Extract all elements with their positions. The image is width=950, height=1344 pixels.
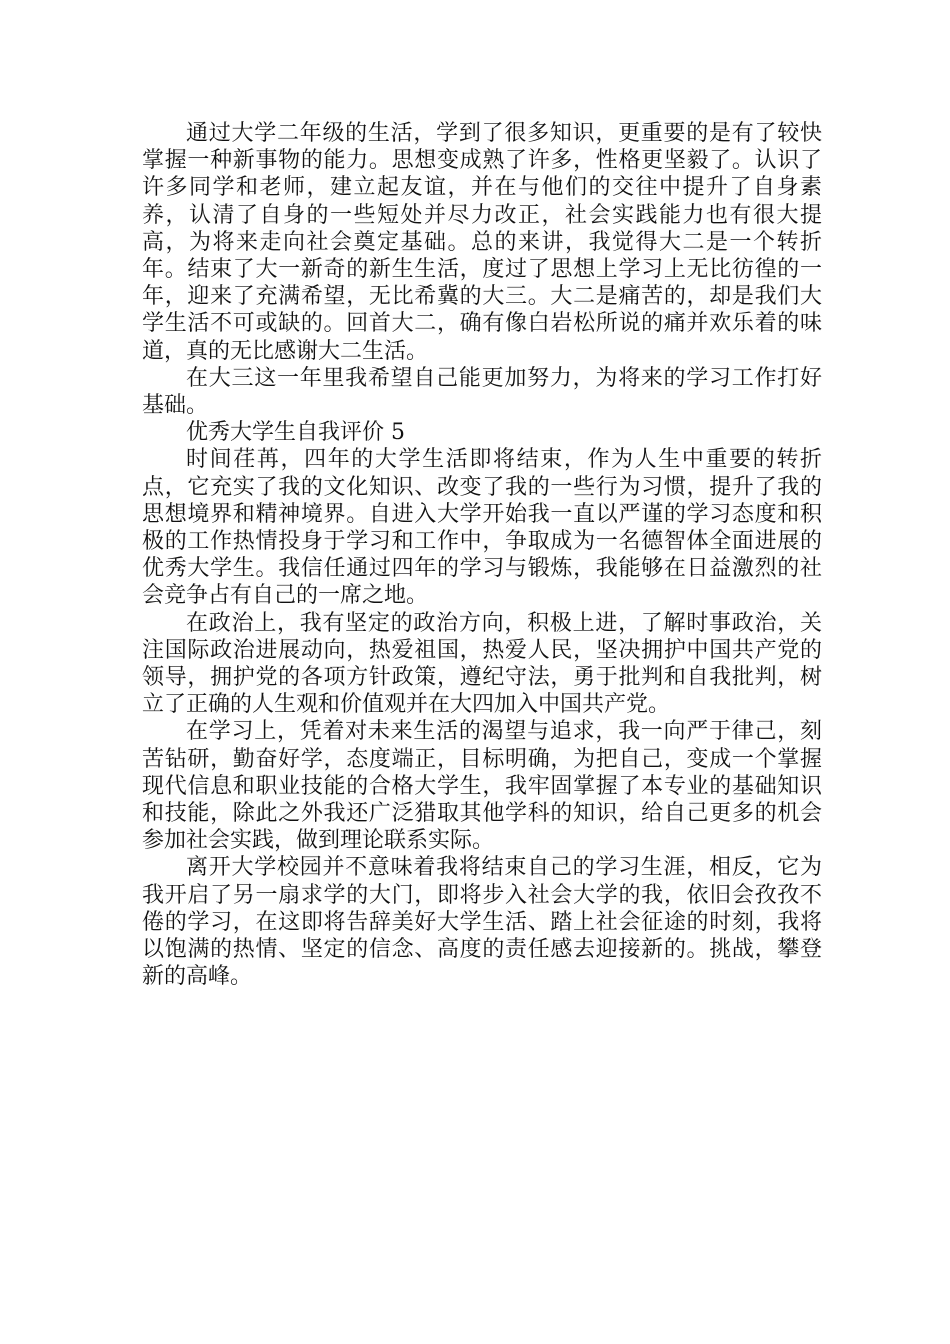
paragraph-junior-hope: 在大三这一年里我希望自己能更加努力，为将来的学习工作打好基础。 (142, 365, 822, 419)
paragraph-sophomore-reflection: 通过大学二年级的生活，学到了很多知识，更重要的是有了较快掌握一种新事物的能力。思想变成熟了许多，性格更坚毅了。认识了许多同学和老师，建立起友谊，并在与他们的交往中提升了自身素养，认清了自身的一些短处并尽力改正，社会实践能力也有很大提高，为将来走向社会奠定基础。总的来讲，我觉得大二是一个转折年。结束了大一新奇的新生生活，度过了思想上学习上无比彷徨的一年，迎来了充满希望，无比希冀的大三。大二是痛苦的，却是我们大学生活不可或缺的。回首大二，确有像白岩松所说的痛并欢乐着的味道，真的无比感谢大二生活。 (142, 121, 822, 364)
paragraph-four-years: 时间荏苒，四年的大学生活即将结束，作为人生中重要的转折点，它充实了我的文化知识、改变了我的一些行为习惯，提升了我的思想境界和精神境界。自进入大学开始我一直以严谨的学习态度和积极的工作热情投身于学习和工作中，争取成为一名德智体全面进展的优秀大学生。我信任通过四年的学习与锻炼，我能够在日益激烈的社会竞争占有自己的一席之地。 (142, 447, 822, 609)
paragraph-study: 在学习上，凭着对未来生活的渴望与追求，我一向严于律己，刻苦钻研，勤奋好学，态度端正，目标明确，为把自己，变成一个掌握现代信息和职业技能的合格大学生，我牢固掌握了本专业的基础知识和技能，除此之外我还广泛猎取其他学科的知识，给自己更多的机会参加社会实践，做到理论联系实际。 (142, 719, 822, 854)
paragraph-politics: 在政治上，我有坚定的政治方向，积极上进，了解时事政治，关注国际政治进展动向，热爱祖国，热爱人民，坚决拥护中国共产党的领导，拥护党的各项方针政策，遵纪守法，勇于批判和自我批判，树立了正确的人生观和价值观并在大四加入中国共产党。 (142, 610, 822, 718)
section-heading: 优秀大学生自我评价 5 (186, 420, 405, 446)
paragraph-leaving-campus: 离开大学校园并不意味着我将结束自己的学习生涯，相反，它为我开启了另一扇求学的大门，即将步入社会大学的我，依旧会孜孜不倦的学习，在这即将告辞美好大学生活、踏上社会征途的时刻，我将以饱满的热情、坚定的信念、高度的责任感去迎接新的。挑战，攀登新的高峰。 (142, 855, 822, 990)
document-body (142, 120, 822, 991)
